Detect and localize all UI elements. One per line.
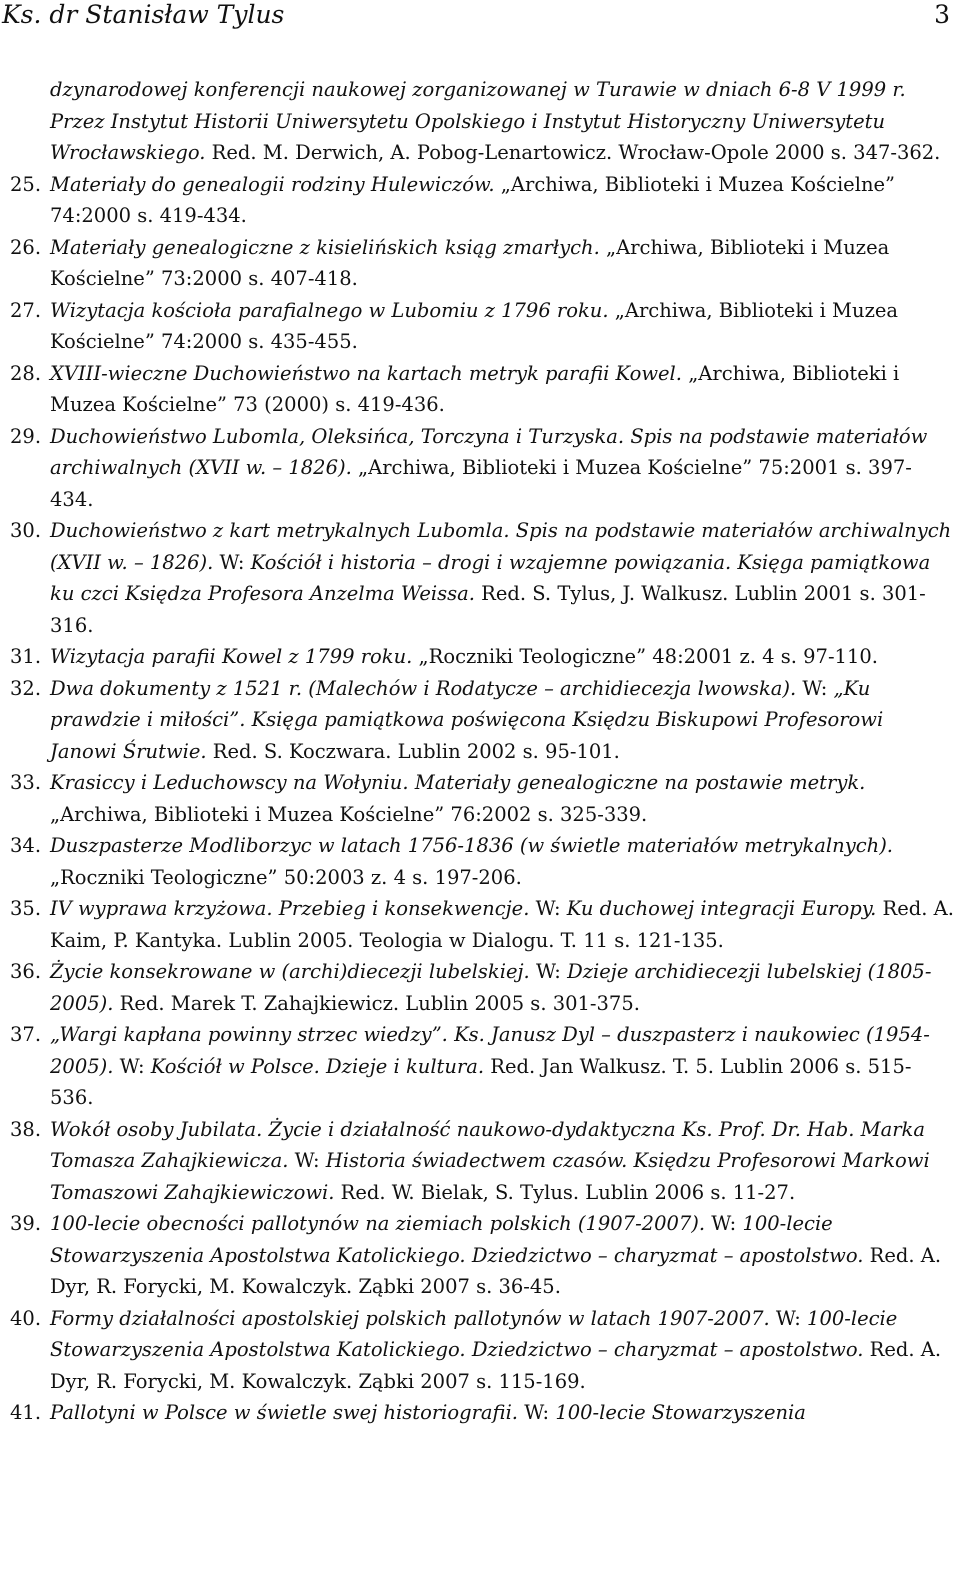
- entry-title-text: dzynarodowej konferencji naukowej zorganizowanej w Turawie w dniach 6-8 V 1999 r. Przez Instytut Historii Uniwersytetu Opolskiego i Instytut Historyczny Uniwersytetu Wrocławskiego.: [50, 78, 906, 164]
- entry-citation-text: Red. Marek T. Zahajkiewicz. Lublin 2005 s. 301-375.: [113, 991, 640, 1015]
- entry-citation-text: Red. S. Tylus, J. Walkusz. Lublin 2001 s. 301-316.: [50, 582, 926, 637]
- bibliography-entry: [10, 169, 954, 232]
- entry-citation-text: W:: [529, 960, 568, 983]
- entry-number: 25.: [10, 172, 42, 196]
- entry-title-text: Duchowieństwo z kart metrykalnych Lubomla. Spis na podstawie materiałów archiwalnych (XVII w. – 1826).: [50, 519, 952, 574]
- entry-number: 29.: [10, 424, 42, 448]
- entry-title-text: 100-lecie Stowarzyszenia: [555, 1401, 806, 1424]
- entry-citation-text: „Archiwa, Biblioteki i Muzea Kościelne” 74:2000 s. 419-434.: [50, 172, 896, 227]
- bibliography-entry: [10, 1208, 954, 1303]
- entry-title-text: Dzieje archidiecezji lubelskiej (1805-2005).: [50, 960, 932, 1015]
- entry-number: 34.: [10, 834, 42, 857]
- entry-title-text: Historia świadectwem czasów. Księdzu Profesorowi Markowi Tomaszowi Zahajkiewiczowi.: [50, 1149, 930, 1204]
- entry-title-text: IV wyprawa krzyżowa. Przebieg i konsekwencje.: [50, 897, 530, 920]
- entry-title-text: Życie konsekrowane w (archi)diecezji lubelskiej.: [50, 960, 530, 983]
- bibliography-entry: [10, 1114, 954, 1209]
- entry-citation-text: W:: [113, 1054, 151, 1078]
- entry-number: 30.: [10, 519, 42, 542]
- entry-title-text: Materiały genealogiczne z kisielińskich ksiąg zmarłych.: [50, 235, 600, 259]
- entry-title-text: Materiały do genealogii rodziny Hulewiczów.: [50, 172, 495, 196]
- bibliography-entry: [10, 1019, 954, 1114]
- entry-number: 41.: [10, 1401, 42, 1424]
- running-title: Ks. dr Stanisław Tylus: [2, 0, 285, 29]
- entry-title-text: Pallotyni w Polsce w świetle swej historiografii.: [50, 1401, 518, 1424]
- entry-number: 32.: [10, 676, 42, 700]
- bibliography-entry: [10, 641, 954, 673]
- entry-citation-text: W:: [518, 1401, 556, 1424]
- bibliography-entry: [10, 956, 954, 1019]
- entry-citation-text: Red. M. Derwich, A. Pobog-Lenartowicz. Wrocław-Opole 2000 s. 347-362.: [205, 141, 941, 164]
- entry-citation-text: „Archiwa, Biblioteki i Muzea Kościelne” 73 (2000) s. 419-436.: [50, 361, 900, 416]
- entry-title-text: Duchowieństwo Lubomla, Oleksińca, Torczyna i Turzyska. Spis na podstawie materiałów archiwalnych (XVII w. – 1826).: [50, 424, 928, 479]
- entry-citation-text: W:: [213, 550, 251, 574]
- entry-citation-text: Red. A. Dyr, R. Forycki, M. Kowalczyk. Ząbki 2007 s. 36-45.: [50, 1243, 942, 1298]
- entry-number: 38.: [10, 1117, 42, 1141]
- entry-number: 28.: [10, 361, 42, 385]
- entry-number: 40.: [10, 1306, 42, 1330]
- entry-citation-text: „Roczniki Teologiczne” 50:2003 z. 4 s. 197-206.: [50, 865, 522, 889]
- entry-citation-text: Red. Jan Walkusz. T. 5. Lublin 2006 s. 515-536.: [50, 1054, 912, 1109]
- entry-number: 37.: [10, 1023, 42, 1046]
- entry-number: 35.: [10, 897, 42, 920]
- bibliography-entry: [10, 673, 954, 768]
- entry-citation-text: W:: [288, 1149, 326, 1172]
- page-number: 3: [934, 0, 950, 29]
- entry-number: 31.: [10, 645, 42, 668]
- bibliography-entry: [10, 358, 954, 421]
- entry-number: 26.: [10, 235, 42, 259]
- entry-citation-text: W:: [529, 897, 567, 920]
- bibliography-entry: [10, 421, 954, 516]
- bibliography-entry: [10, 893, 954, 956]
- entry-title-text: Dwa dokumenty z 1521 r. (Malechów i Rodatycze – archidiecezja lwowska).: [50, 676, 797, 700]
- entry-citation-text: „Archiwa, Biblioteki i Muzea Kościelne” 76:2002 s. 325-339.: [50, 802, 648, 826]
- bibliography-entry: [10, 515, 954, 641]
- entry-citation-text: W:: [705, 1212, 743, 1235]
- entry-number: 36.: [10, 960, 42, 983]
- bibliography-entry: [10, 830, 954, 893]
- entry-title-text: 100-lecie Stowarzyszenia Apostolstwa Katolickiego. Dziedzictwo – charyzmat – apostolstwo.: [50, 1212, 864, 1267]
- bibliography-entry: [10, 295, 954, 358]
- entry-title-text: Kościół i historia – drogi i wzajemne powiązania. Księga pamiątkowa ku czci Księdza Profesora Anzelma Weissa.: [50, 550, 931, 605]
- entry-citation-text: Red. A. Dyr, R. Forycki, M. Kowalczyk. Ząbki 2007 s. 115-169.: [50, 1338, 942, 1393]
- entry-title-text: Wizytacja kościoła parafialnego w Lubomiu z 1796 roku.: [50, 298, 609, 322]
- page-header: [2, 0, 950, 40]
- entry-title-text: Wizytacja parafii Kowel z 1799 roku.: [50, 645, 413, 668]
- entry-title-text: Duszpasterze Modliborzyc w latach 1756-1836 (w świetle materiałów metrykalnych).: [50, 834, 894, 857]
- entry-citation-text: „Archiwa, Biblioteki i Muzea Kościelne” 75:2001 s. 397-434.: [50, 456, 912, 511]
- bibliography-entry: [10, 1303, 954, 1398]
- entry-title-text: Formy działalności apostolskiej polskich pallotynów w latach 1907-2007.: [50, 1306, 770, 1330]
- entry-citation-text: W:: [769, 1306, 808, 1330]
- entry-number: 27.: [10, 298, 42, 322]
- bibliography-entry: [10, 1397, 954, 1429]
- entry-title-text: „Ku prawdzie i miłości”. Księga pamiątkowa poświęcona Księdzu Biskupowi Profesorowi Janowi Śrutwie.: [50, 676, 884, 763]
- entry-citation-text: „Archiwa, Biblioteki i Muzea Kościelne” 74:2000 s. 435-455.: [50, 298, 899, 353]
- entry-number: 39.: [10, 1212, 42, 1235]
- bibliography-list: [10, 74, 954, 1429]
- entry-citation-text: W:: [796, 676, 834, 700]
- bibliography-entry: [10, 232, 954, 295]
- entry-title-text: „Wargi kapłana powinny strzec wiedzy”. Ks. Janusz Dyl – duszpasterz i naukowiec (1954-2005).: [50, 1023, 930, 1078]
- entry-title-text: Ku duchowej integracji Europy.: [566, 897, 877, 920]
- entry-citation-text: „Archiwa, Biblioteki i Muzea Kościelne” 73:2000 s. 407-418.: [50, 235, 890, 290]
- entry-title-text: 100-lecie obecności pallotynów na ziemiach polskich (1907-2007).: [50, 1212, 706, 1235]
- bibliography-entry: [10, 767, 954, 830]
- entry-citation-text: „Roczniki Teologiczne” 48:2001 z. 4 s. 97-110.: [412, 645, 878, 668]
- entry-title-text: Kościół w Polsce. Dzieje i kultura.: [150, 1054, 485, 1078]
- entry-citation-text: Red. W. Bielak, S. Tylus. Lublin 2006 s. 11-27.: [334, 1180, 796, 1204]
- entry-title-text: Wokół osoby Jubilata. Życie i działalność naukowo-dydaktyczna Ks. Prof. Dr. Hab. Marka Tomasza Zahajkiewicza.: [50, 1117, 925, 1172]
- entry-title-text: 100-lecie Stowarzyszenia Apostolstwa Katolickiego. Dziedzictwo – charyzmat – apostolstwo.: [50, 1306, 898, 1361]
- entry-number: 33.: [10, 771, 42, 794]
- entry-title-text: Krasiccy i Leduchowscy na Wołyniu. Materiały genealogiczne na postawie metryk.: [50, 771, 866, 794]
- entry-title-text: XVIII-wieczne Duchowieństwo na kartach metryk parafii Kowel.: [50, 361, 682, 385]
- bibliography-entry: [10, 74, 954, 169]
- entry-citation-text: Red. A. Kaim, P. Kantyka. Lublin 2005. Teologia w Dialogu. T. 11 s. 121-135.: [50, 897, 954, 952]
- entry-citation-text: Red. S. Koczwara. Lublin 2002 s. 95-101.: [206, 739, 620, 763]
